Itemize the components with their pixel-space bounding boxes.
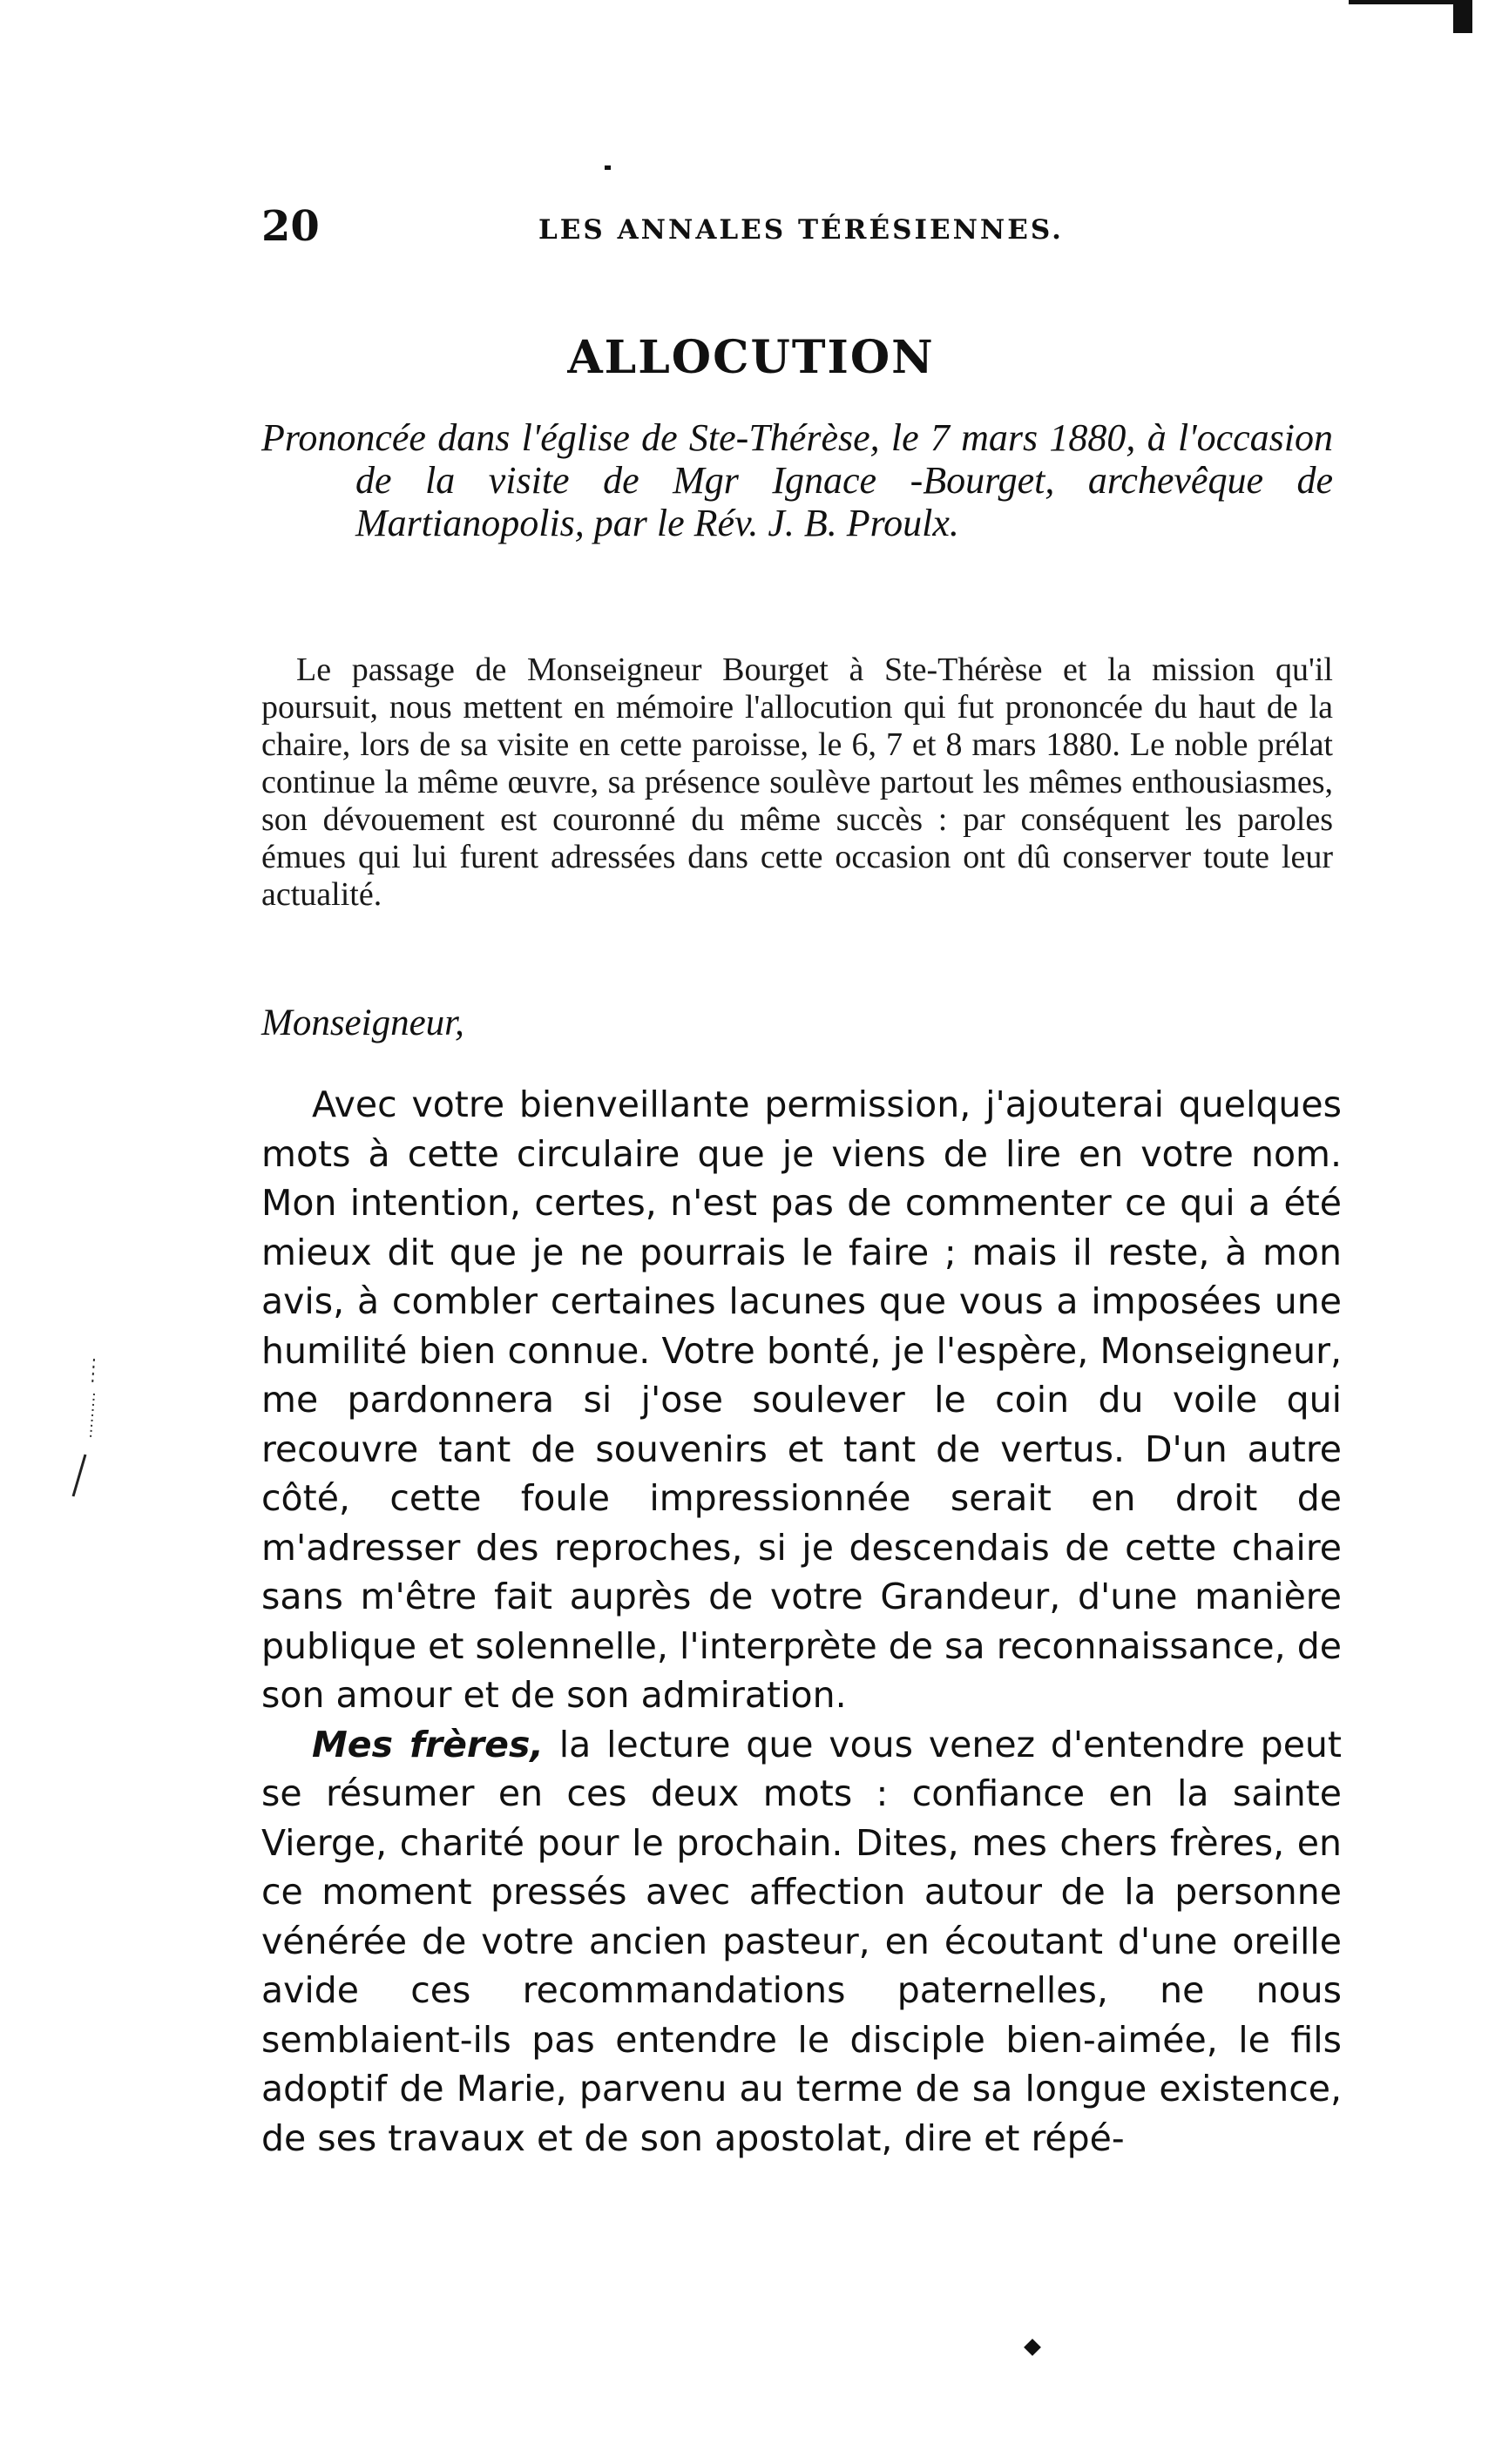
body-paragraph — [261, 1720, 1342, 2164]
running-head — [261, 202, 1350, 254]
section-title: ALLOCUTION — [567, 331, 935, 384]
body-paragraph: Avec votre bienveillante permission, j'ajouterai quelques mots à cette circulaire que je viens de lire en votre nom. Mon intention, certes, n'est pas de commenter ce qui a été mieux dit que je ne pourrais le faire ; mais il reste, à mon avis, à combler certaines lacunes que vous a imposées une humilité bien connue. Votre bonté, je l'espère, Monseigneur, me pardonnera si j'ose soulever le coin du voile qui recouvre tant de souvenirs et tant de vertus. D'un autre côté, cette foule impressionnée serait en droit de m'adresser des reproches, si je descendais de cette chaire sans m'être fait auprès de votre Grandeur, d'une manière publique et solennelle, l'interprète de sa reconnaissance, de son amour et de son admiration. — [261, 1083, 1342, 1716]
ink-speck — [1024, 2339, 1041, 2356]
paragraph-lead: Mes frères, — [312, 1723, 544, 1765]
scan-edge-line — [1349, 0, 1453, 4]
page-number: 20 — [261, 202, 320, 251]
subtitle — [261, 416, 1333, 544]
journal-title: LES ANNALES TÉRÉSIENNES. — [538, 214, 1064, 246]
body-text — [261, 1080, 1342, 2163]
scan-edge-mark — [1453, 0, 1472, 33]
intro-paragraph: Le passage de Monseigneur Bourget à Ste-Thérèse et la mission qu'il poursuit, nous mettent en mémoire l'allocution qui fut prononcée du haut de la chaire, lors de sa visite en cette paroisse, le 6, 7 et 8 mars 1880. Le noble prélat continue la même œuvre, sa présence soulève partout les mêmes enthousiasmes, son dévouement est couronné du même succès : par conséquent les paroles émues qui lui furent adressées dans cette occasion ont dû conserver toute leur actualité. — [261, 651, 1333, 913]
margin-pencil-marks — [68, 1359, 103, 1498]
paragraph-text: la lecture que vous venez d'entendre peut se résumer en ces deux mots : confiance en la sainte Vierge, charité pour le prochain. Dites, mes chers frères, en ce moment pressés avec affection autour de la personne vénérée de votre ancien pasteur, en écoutant d'une oreille avide ces recommandations paternelles, ne nous semblaient-ils pas entendre le disciple bien-aimée, le fils adoptif de Marie, parvenu au terme de sa longue existence, de ses travaux et de son apostolat, dire et répé- — [261, 1723, 1342, 2159]
salutation: Monseigneur, — [261, 1002, 464, 1043]
subtitle-text: Prononcée dans l'église de Ste-Thérèse, le 7 mars 1880, à l'occasion de la visite de Mgr Ignace -Bourget, archevêque de Martianopolis, par le Rév. J. B. Proulx. — [261, 416, 1333, 544]
ink-speck — [605, 165, 611, 170]
